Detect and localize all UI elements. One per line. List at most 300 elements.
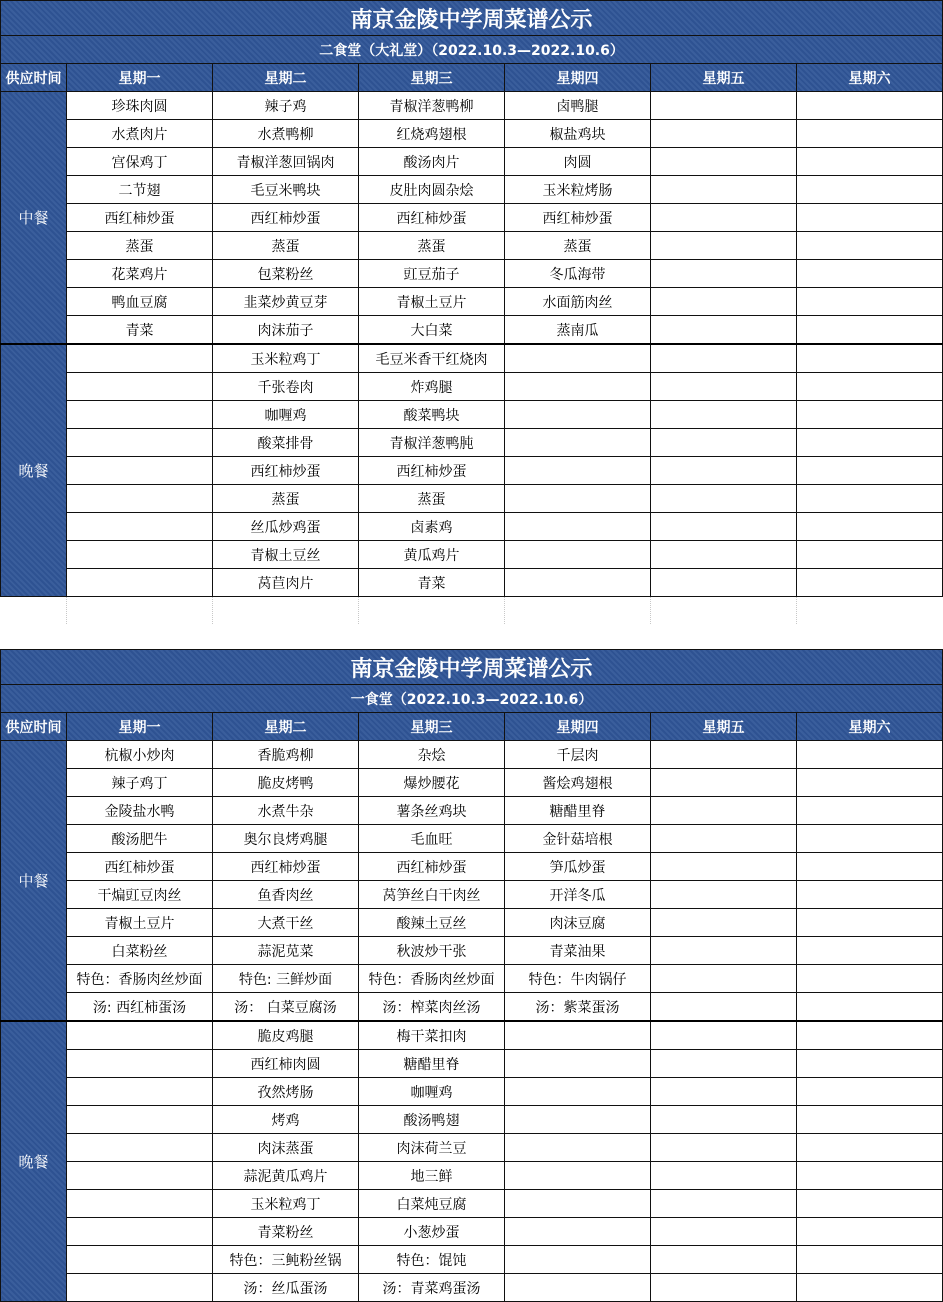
lunch-row (1, 993, 943, 1022)
dish-cell (67, 513, 213, 541)
day-header: 星期三 (359, 713, 505, 741)
dish-cell (505, 401, 651, 429)
dish-cell (651, 993, 797, 1022)
dish-cell: 水煮鸭柳 (213, 120, 359, 148)
menu-title: 南京金陵中学周菜谱公示 (1, 1, 943, 36)
lunch-row (1, 769, 943, 797)
empty-grid-row (1, 597, 943, 625)
dish-cell (651, 204, 797, 232)
dish-cell: 白菜炖豆腐 (359, 1190, 505, 1218)
dinner-row (1, 429, 943, 457)
dish-cell: 秋波炒干张 (359, 937, 505, 965)
dish-cell: 汤: 西红柿蛋汤 (67, 993, 213, 1022)
dish-cell: 烤鸡 (213, 1106, 359, 1134)
lunch-row (1, 148, 943, 176)
dish-cell (505, 429, 651, 457)
dish-cell: 青椒土豆片 (67, 909, 213, 937)
dinner-row (1, 1246, 943, 1274)
dish-cell: 酸菜鸭块 (359, 401, 505, 429)
dish-cell: 莴笋丝白干肉丝 (359, 881, 505, 909)
empty-cell (505, 597, 651, 625)
empty-cell (213, 597, 359, 625)
dish-cell (67, 1134, 213, 1162)
lunch-row (1, 881, 943, 909)
lunch-row (1, 825, 943, 853)
lunch-row (1, 853, 943, 881)
dish-cell: 酱烩鸡翅根 (505, 769, 651, 797)
dish-cell: 青菜油果 (505, 937, 651, 965)
dish-cell (505, 457, 651, 485)
dish-cell: 糖醋里脊 (505, 797, 651, 825)
dish-cell: 蒸蛋 (505, 232, 651, 260)
day-header: 星期五 (651, 64, 797, 92)
dish-cell: 西红柿肉圆 (213, 1050, 359, 1078)
dish-cell (505, 1050, 651, 1078)
dish-cell (651, 288, 797, 316)
dish-cell: 咖喱鸡 (213, 401, 359, 429)
day-header: 星期一 (67, 713, 213, 741)
dish-cell (797, 1190, 943, 1218)
dish-cell (651, 148, 797, 176)
lunch-label: 中餐 (1, 92, 67, 345)
day-header: 星期二 (213, 713, 359, 741)
dish-cell (505, 541, 651, 569)
dish-cell: 水面筋肉丝 (505, 288, 651, 316)
dish-cell (797, 1078, 943, 1106)
dish-cell (651, 1078, 797, 1106)
dish-cell (651, 401, 797, 429)
dish-cell: 汤： 白菜豆腐汤 (213, 993, 359, 1022)
dish-cell: 西红柿炒蛋 (505, 204, 651, 232)
dish-cell: 地三鲜 (359, 1162, 505, 1190)
dish-cell: 脆皮烤鸭 (213, 769, 359, 797)
dish-cell (651, 176, 797, 204)
dish-cell (797, 1106, 943, 1134)
dish-cell: 青椒洋葱鸭柳 (359, 92, 505, 120)
dish-cell: 青椒洋葱鸭肫 (359, 429, 505, 457)
dish-cell: 花菜鸡片 (67, 260, 213, 288)
dish-cell: 卤鸭腿 (505, 92, 651, 120)
dish-cell (505, 1218, 651, 1246)
dish-cell: 毛豆米鸭块 (213, 176, 359, 204)
dish-cell (651, 1218, 797, 1246)
dish-cell (797, 797, 943, 825)
dish-cell (651, 853, 797, 881)
menu-sheet-canteen-2 (0, 0, 943, 624)
dinner-row (1, 1134, 943, 1162)
dish-cell: 辣子鸡丁 (67, 769, 213, 797)
dish-cell: 鱼香肉丝 (213, 881, 359, 909)
dish-cell: 汤：榨菜肉丝汤 (359, 993, 505, 1022)
dish-cell (651, 344, 797, 373)
dinner-label: 晚餐 (1, 1021, 67, 1302)
lunch-row (1, 741, 943, 769)
dish-cell (67, 344, 213, 373)
dish-cell: 汤：丝瓜蛋汤 (213, 1274, 359, 1302)
dish-cell (67, 485, 213, 513)
dinner-row (1, 401, 943, 429)
dish-cell: 西红柿炒蛋 (359, 853, 505, 881)
dish-cell (797, 1050, 943, 1078)
dish-cell: 糖醋里脊 (359, 1050, 505, 1078)
dish-cell (797, 92, 943, 120)
dish-cell (651, 485, 797, 513)
empty-cell (67, 597, 213, 625)
dish-cell (505, 1021, 651, 1050)
dish-cell (797, 120, 943, 148)
day-header: 星期四 (505, 64, 651, 92)
dish-cell (651, 373, 797, 401)
dish-cell: 酸汤肉片 (359, 148, 505, 176)
dish-cell: 黄瓜鸡片 (359, 541, 505, 569)
dish-cell: 青菜 (67, 316, 213, 345)
lunch-row (1, 204, 943, 232)
dish-cell (797, 1246, 943, 1274)
dish-cell: 肉圆 (505, 148, 651, 176)
dish-cell (651, 457, 797, 485)
dish-cell: 蒜泥黄瓜鸡片 (213, 1162, 359, 1190)
dish-cell: 汤：紫菜蛋汤 (505, 993, 651, 1022)
dinner-row (1, 457, 943, 485)
dish-cell (67, 457, 213, 485)
dish-cell: 孜然烤肠 (213, 1078, 359, 1106)
dish-cell (505, 569, 651, 597)
dish-cell: 特色: 三鲜炒面 (213, 965, 359, 993)
dish-cell: 西红柿炒蛋 (213, 204, 359, 232)
empty-cell (359, 597, 505, 625)
dish-cell: 金针菇培根 (505, 825, 651, 853)
dish-cell: 宫保鸡丁 (67, 148, 213, 176)
dish-cell (797, 541, 943, 569)
dish-cell (67, 569, 213, 597)
dish-cell: 辣子鸡 (213, 92, 359, 120)
dish-cell (505, 1134, 651, 1162)
dish-cell (651, 92, 797, 120)
dish-cell: 鸭血豆腐 (67, 288, 213, 316)
lunch-row (1, 965, 943, 993)
dish-cell: 西红柿炒蛋 (359, 457, 505, 485)
dinner-row (1, 513, 943, 541)
lunch-row (1, 92, 943, 120)
menu-table (0, 0, 943, 624)
dish-cell: 卤素鸡 (359, 513, 505, 541)
dinner-row (1, 1190, 943, 1218)
canteen-subtitle: 二食堂（大礼堂）（2022.10.3—2022.10.6） (1, 36, 943, 64)
dish-cell (651, 569, 797, 597)
dish-cell: 酸菜排骨 (213, 429, 359, 457)
dish-cell: 红烧鸡翅根 (359, 120, 505, 148)
canteen-subtitle: 一食堂（2022.10.3—2022.10.6） (1, 685, 943, 713)
dish-cell: 薯条丝鸡块 (359, 797, 505, 825)
dish-cell (797, 176, 943, 204)
dish-cell (505, 1190, 651, 1218)
dish-cell (505, 513, 651, 541)
dish-cell (67, 429, 213, 457)
dish-cell (651, 513, 797, 541)
dish-cell: 西红柿炒蛋 (213, 457, 359, 485)
dish-cell (67, 1190, 213, 1218)
dish-cell (651, 316, 797, 345)
dish-cell (651, 965, 797, 993)
dinner-row (1, 1050, 943, 1078)
dish-cell (651, 1162, 797, 1190)
dish-cell: 皮肚肉圆杂烩 (359, 176, 505, 204)
dish-cell (651, 937, 797, 965)
dish-cell (67, 1106, 213, 1134)
dish-cell (797, 569, 943, 597)
dish-cell (797, 1218, 943, 1246)
dinner-row (1, 1274, 943, 1302)
lunch-row (1, 797, 943, 825)
dish-cell: 杭椒小炒肉 (67, 741, 213, 769)
dish-cell: 二节翅 (67, 176, 213, 204)
dinner-row (1, 373, 943, 401)
dish-cell (797, 1134, 943, 1162)
dish-cell: 玉米粒鸡丁 (213, 344, 359, 373)
dinner-row (1, 1162, 943, 1190)
dish-cell: 咖喱鸡 (359, 1078, 505, 1106)
dish-cell: 千张卷肉 (213, 373, 359, 401)
dish-cell (505, 344, 651, 373)
dish-cell: 梅干菜扣肉 (359, 1021, 505, 1050)
dish-cell: 青椒土豆片 (359, 288, 505, 316)
dish-cell (797, 513, 943, 541)
dish-cell: 特色：香肠肉丝炒面 (359, 965, 505, 993)
dish-cell (797, 316, 943, 345)
dish-cell (651, 260, 797, 288)
lunch-row (1, 288, 943, 316)
dish-cell (651, 120, 797, 148)
dish-cell: 肉沫茄子 (213, 316, 359, 345)
dish-cell: 爆炒腰花 (359, 769, 505, 797)
dish-cell (67, 1246, 213, 1274)
dish-cell (797, 937, 943, 965)
dish-cell: 特色：香肠肉丝炒面 (67, 965, 213, 993)
lunch-row (1, 120, 943, 148)
day-header: 星期六 (797, 713, 943, 741)
dish-cell (67, 1078, 213, 1106)
dish-cell (505, 1274, 651, 1302)
dish-cell (67, 401, 213, 429)
lunch-row (1, 937, 943, 965)
dinner-label: 晚餐 (1, 344, 67, 597)
dish-cell (651, 825, 797, 853)
dish-cell (67, 541, 213, 569)
dish-cell (651, 741, 797, 769)
dish-cell: 毛血旺 (359, 825, 505, 853)
dish-cell (797, 288, 943, 316)
dish-cell (505, 1106, 651, 1134)
time-column-header: 供应时间 (1, 64, 67, 92)
dinner-row (1, 485, 943, 513)
dish-cell (797, 769, 943, 797)
dish-cell: 肉沫豆腐 (505, 909, 651, 937)
dish-cell: 蒸蛋 (213, 232, 359, 260)
dish-cell: 玉米粒烤肠 (505, 176, 651, 204)
dish-cell: 大煮干丝 (213, 909, 359, 937)
dish-cell (651, 1021, 797, 1050)
dish-cell: 包菜粉丝 (213, 260, 359, 288)
dish-cell: 毛豆米香干红烧肉 (359, 344, 505, 373)
dish-cell: 椒盐鸡块 (505, 120, 651, 148)
dish-cell: 千层肉 (505, 741, 651, 769)
dish-cell (651, 541, 797, 569)
dish-cell: 西红柿炒蛋 (67, 204, 213, 232)
dish-cell: 蒸南瓜 (505, 316, 651, 345)
dish-cell (797, 148, 943, 176)
dish-cell: 肉沫蒸蛋 (213, 1134, 359, 1162)
dish-cell (651, 429, 797, 457)
dish-cell: 莴苣肉片 (213, 569, 359, 597)
dish-cell: 青椒土豆丝 (213, 541, 359, 569)
dish-cell: 特色：馄饨 (359, 1246, 505, 1274)
dish-cell (797, 260, 943, 288)
dish-cell: 青菜粉丝 (213, 1218, 359, 1246)
dish-cell (505, 485, 651, 513)
dinner-row (1, 1021, 943, 1050)
dish-cell (797, 429, 943, 457)
dish-cell (797, 993, 943, 1022)
dish-cell (651, 881, 797, 909)
dish-cell: 金陵盐水鸭 (67, 797, 213, 825)
day-header: 星期一 (67, 64, 213, 92)
dish-cell: 白菜粉丝 (67, 937, 213, 965)
dish-cell: 大白菜 (359, 316, 505, 345)
dish-cell (797, 965, 943, 993)
dish-cell (651, 797, 797, 825)
dish-cell (651, 1050, 797, 1078)
dish-cell: 特色：三鲀粉丝锅 (213, 1246, 359, 1274)
empty-cell (651, 597, 797, 625)
dish-cell: 奥尔良烤鸡腿 (213, 825, 359, 853)
dish-cell (505, 1162, 651, 1190)
dish-cell: 豇豆茄子 (359, 260, 505, 288)
dish-cell (797, 1021, 943, 1050)
dish-cell (651, 1190, 797, 1218)
dish-cell (651, 1274, 797, 1302)
dish-cell: 酸汤鸭翅 (359, 1106, 505, 1134)
dish-cell: 杂烩 (359, 741, 505, 769)
lunch-label: 中餐 (1, 741, 67, 1022)
dinner-row (1, 541, 943, 569)
dish-cell: 西红柿炒蛋 (213, 853, 359, 881)
dish-cell: 冬瓜海带 (505, 260, 651, 288)
dish-cell: 特色：牛肉锅仔 (505, 965, 651, 993)
dish-cell (797, 344, 943, 373)
dish-cell (797, 401, 943, 429)
dish-cell: 水煮肉片 (67, 120, 213, 148)
dish-cell (651, 1246, 797, 1274)
dish-cell (797, 881, 943, 909)
lunch-row (1, 232, 943, 260)
menu-title: 南京金陵中学周菜谱公示 (1, 650, 943, 685)
dish-cell: 丝瓜炒鸡蛋 (213, 513, 359, 541)
lunch-row (1, 316, 943, 345)
dish-cell (67, 1218, 213, 1246)
dish-cell (67, 1162, 213, 1190)
dinner-row (1, 344, 943, 373)
dish-cell: 玉米粒鸡丁 (213, 1190, 359, 1218)
dish-cell (505, 373, 651, 401)
dish-cell (67, 1274, 213, 1302)
dish-cell (797, 373, 943, 401)
empty-cell (797, 597, 943, 625)
day-header: 星期四 (505, 713, 651, 741)
dish-cell: 小葱炒蛋 (359, 1218, 505, 1246)
dish-cell: 汤：青菜鸡蛋汤 (359, 1274, 505, 1302)
dish-cell (797, 853, 943, 881)
lunch-row (1, 176, 943, 204)
dish-cell (797, 232, 943, 260)
dish-cell: 酸汤肥牛 (67, 825, 213, 853)
dinner-row (1, 1106, 943, 1134)
dish-cell (651, 232, 797, 260)
dish-cell (67, 1021, 213, 1050)
dish-cell (797, 457, 943, 485)
dish-cell (651, 769, 797, 797)
dish-cell: 西红柿炒蛋 (67, 853, 213, 881)
time-column-header: 供应时间 (1, 713, 67, 741)
dish-cell: 蒜泥苋菜 (213, 937, 359, 965)
day-header: 星期三 (359, 64, 505, 92)
dish-cell: 蒸蛋 (359, 485, 505, 513)
dish-cell (651, 1134, 797, 1162)
dish-cell (67, 373, 213, 401)
dish-cell: 笋瓜炒蛋 (505, 853, 651, 881)
dinner-row (1, 569, 943, 597)
dish-cell: 青菜 (359, 569, 505, 597)
dinner-row (1, 1078, 943, 1106)
menu-sheet-canteen-1 (0, 649, 943, 1302)
dish-cell: 脆皮鸡腿 (213, 1021, 359, 1050)
dinner-row (1, 1218, 943, 1246)
dish-cell (505, 1246, 651, 1274)
dish-cell: 韭菜炒黄豆芽 (213, 288, 359, 316)
dish-cell (797, 1274, 943, 1302)
dish-cell: 蒸蛋 (359, 232, 505, 260)
lunch-row (1, 909, 943, 937)
dish-cell: 青椒洋葱回锅肉 (213, 148, 359, 176)
dish-cell (797, 909, 943, 937)
dish-cell (651, 909, 797, 937)
dish-cell: 蒸蛋 (213, 485, 359, 513)
dish-cell (797, 741, 943, 769)
dish-cell: 西红柿炒蛋 (359, 204, 505, 232)
menu-table (0, 649, 943, 1302)
dish-cell: 干煸豇豆肉丝 (67, 881, 213, 909)
day-header: 星期六 (797, 64, 943, 92)
dish-cell: 珍珠肉圆 (67, 92, 213, 120)
dish-cell (797, 485, 943, 513)
day-header: 星期五 (651, 713, 797, 741)
dish-cell (505, 1078, 651, 1106)
dish-cell: 酸辣土豆丝 (359, 909, 505, 937)
dish-cell: 蒸蛋 (67, 232, 213, 260)
dish-cell: 水煮牛杂 (213, 797, 359, 825)
empty-cell (1, 597, 67, 625)
dish-cell: 炸鸡腿 (359, 373, 505, 401)
dish-cell: 肉沫荷兰豆 (359, 1134, 505, 1162)
dish-cell (797, 204, 943, 232)
dish-cell (797, 825, 943, 853)
day-header: 星期二 (213, 64, 359, 92)
dish-cell (67, 1050, 213, 1078)
dish-cell: 开洋冬瓜 (505, 881, 651, 909)
lunch-row (1, 260, 943, 288)
dish-cell: 香脆鸡柳 (213, 741, 359, 769)
dish-cell (797, 1162, 943, 1190)
dish-cell (651, 1106, 797, 1134)
